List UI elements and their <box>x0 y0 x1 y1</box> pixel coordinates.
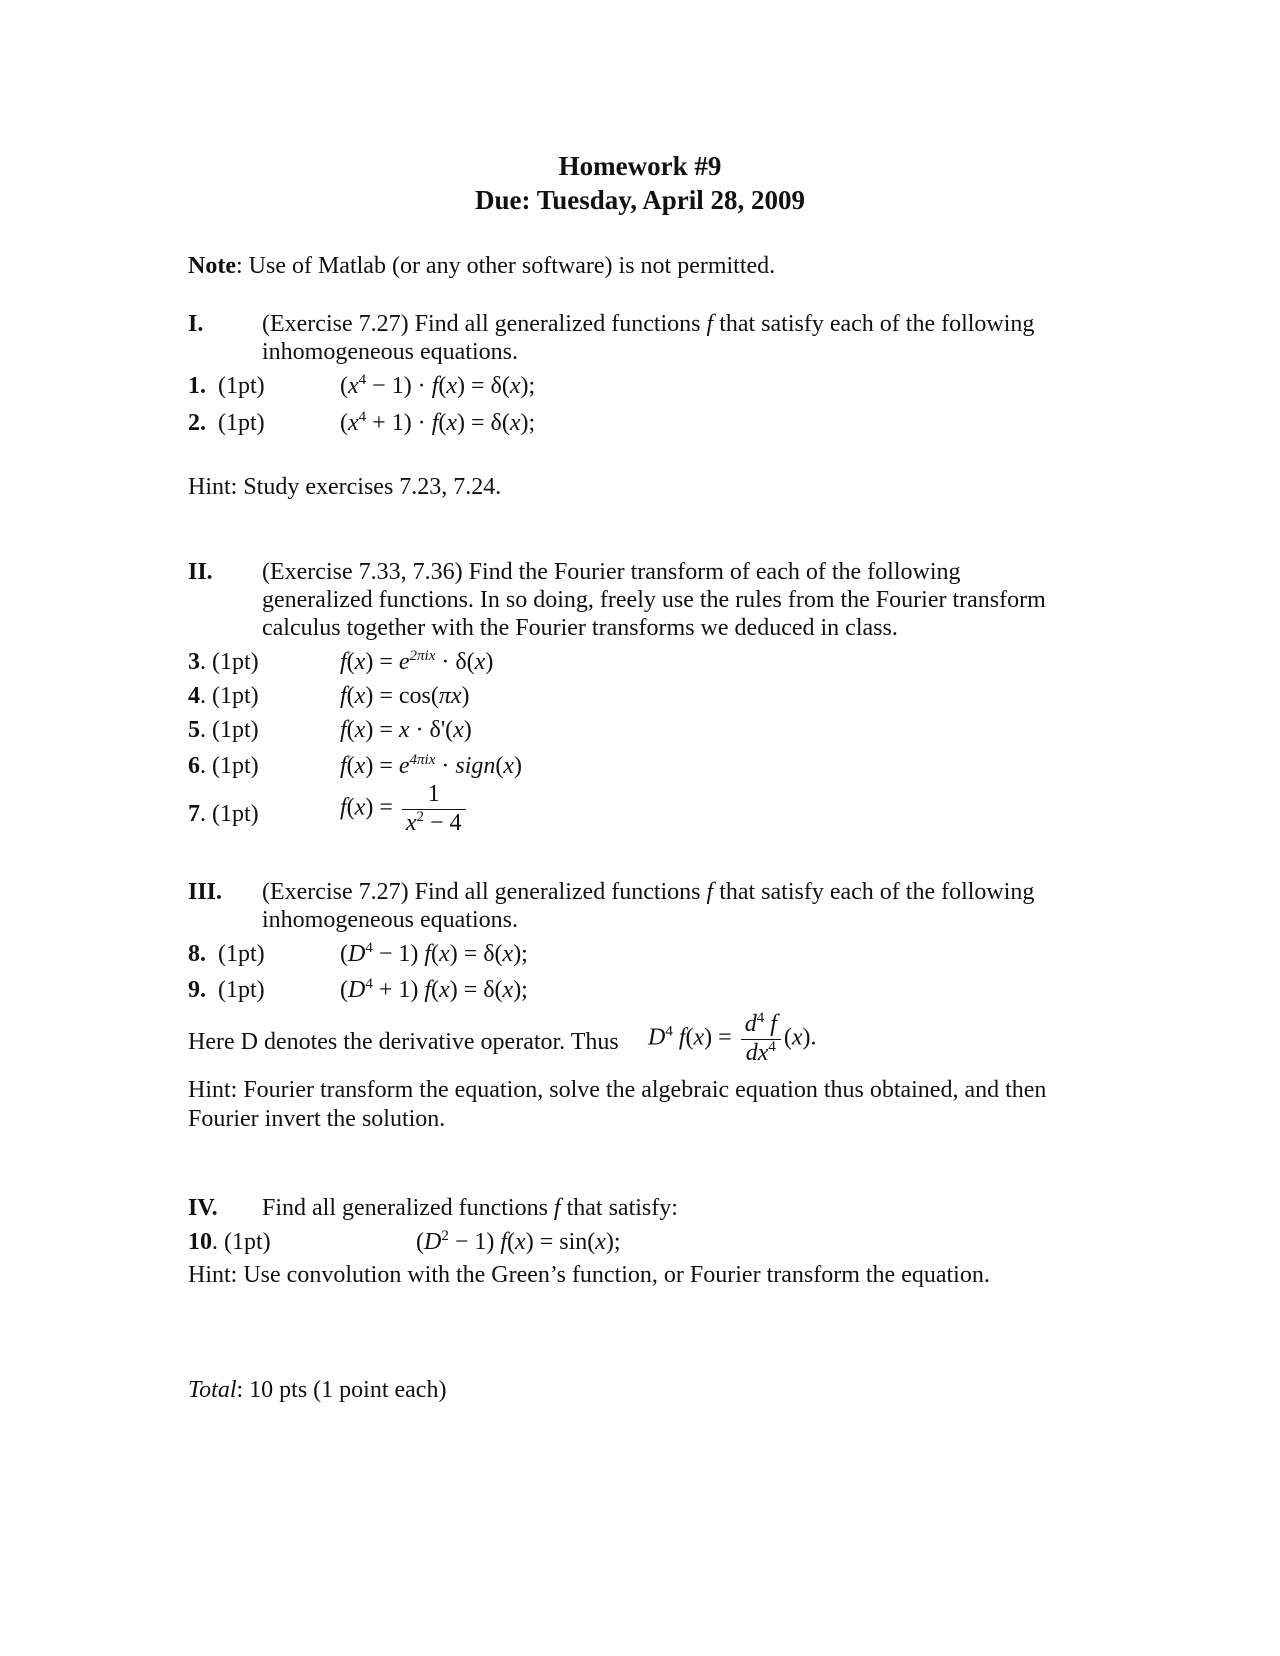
problem-10-equation: $(D^2 - 1) f(x) = \sin(x)$; <box>416 1228 621 1255</box>
note-label: Note <box>188 253 236 279</box>
problem-5-equation: f(x) = x · δ'(x) <box>340 717 472 743</box>
section-3-line-2: inhomogeneous equations. <box>262 907 518 933</box>
problem-9-equation: $(D^4 + 1) f(x) = \delta(x)$; <box>340 976 528 1003</box>
problem-9-label: 9. (1pt) <box>188 977 265 1003</box>
section-3-numeral: III. <box>188 879 223 905</box>
section-2-line-1: (Exercise 7.33, 7.36) Find the Fourier transform of each of the following <box>262 559 961 585</box>
problem-7-fraction: $\frac{1}{x^2 - 4}$ <box>402 781 466 837</box>
section-1-hint: Hint: Study exercises 7.23, 7.24. <box>188 474 502 500</box>
problem-2-label: 2. (1pt) <box>188 410 265 436</box>
problem-1-label: 1. (1pt) <box>188 373 265 399</box>
total-line <box>188 1376 446 1405</box>
section-1-line-1: (Exercise 7.27) Find all generalized functions f that satisfy each of the following <box>262 311 1035 337</box>
problem-7-equation: f(x) = $\frac{1}{x^2 - 4}$ <box>340 781 469 837</box>
section-1-line-2: inhomogeneous equations. <box>262 339 518 365</box>
derivative-note: Here D denotes the derivative operator. Thus <box>188 1029 619 1055</box>
section-2-line-3: calculus together with the Fourier transforms we deduced in class. <box>262 615 898 641</box>
problem-4-label: 4. (1pt) <box>188 683 259 709</box>
due-date: Due: Tuesday, April 28, 2009 <box>474 185 806 215</box>
problem-6-label: 6. (1pt) <box>188 753 259 779</box>
problem-5-label: 5. (1pt) <box>188 717 259 743</box>
problem-3-equation: $f(x) = e^{2\pi ix} \cdot \delta(x)$ <box>340 648 494 675</box>
problem-10-label: 10. (1pt) <box>188 1229 271 1255</box>
section-4-text: Find all generalized functions f that satisfy: <box>262 1195 678 1221</box>
total-label: Total <box>188 1377 237 1403</box>
problem-8-equation: $(D^4 - 1) f(x) = \delta(x)$; <box>340 940 528 967</box>
problem-2-equation: $(x^4 + 1) \cdot f(x) = \delta(x)$; <box>340 409 536 436</box>
section-3-hint-line-1: Hint: Fourier transform the equation, solve the algebraic equation thus obtained, and then <box>188 1077 1047 1103</box>
note-text: : Use of Matlab (or any other software) is not permitted. <box>235 253 776 279</box>
derivative-definition: $D^4$ f(x) = $\frac{d^4 f}{dx^4}$ (x). <box>648 1010 817 1066</box>
page-title: Homework #9 <box>558 151 722 181</box>
total-text: : 10 pts (1 point each) <box>236 1377 447 1403</box>
section-3-line-1: (Exercise 7.27) Find all generalized functions f that satisfy each of the following <box>262 879 1035 905</box>
problem-6-equation: $f(x) = e^{4\pi ix}$ · sign(x) <box>340 752 523 779</box>
derivative-fraction: $\frac{d^4 f}{dx^4}$ <box>741 1011 781 1067</box>
problem-1-equation: $(x^4 - 1) \cdot f(x) = \delta(x)$; <box>340 372 536 399</box>
section-4-hint: Hint: Use convolution with the Green’s function, or Fourier transform the equation. <box>188 1262 990 1288</box>
problem-3-label: 3. (1pt) <box>188 649 259 675</box>
problem-4-equation: f(x) = cos(πx) <box>340 683 470 709</box>
section-1-numeral: I. <box>188 311 204 337</box>
section-2-line-2: generalized functions. In so doing, freely use the rules from the Fourier transform <box>262 587 1046 613</box>
problem-7-label: 7. (1pt) <box>188 801 259 827</box>
note-line <box>188 252 775 281</box>
problem-8-label: 8. (1pt) <box>188 941 265 967</box>
section-4-numeral: IV. <box>188 1195 218 1221</box>
section-3-hint-line-2: Fourier invert the solution. <box>188 1106 446 1132</box>
section-2-numeral: II. <box>188 559 213 585</box>
